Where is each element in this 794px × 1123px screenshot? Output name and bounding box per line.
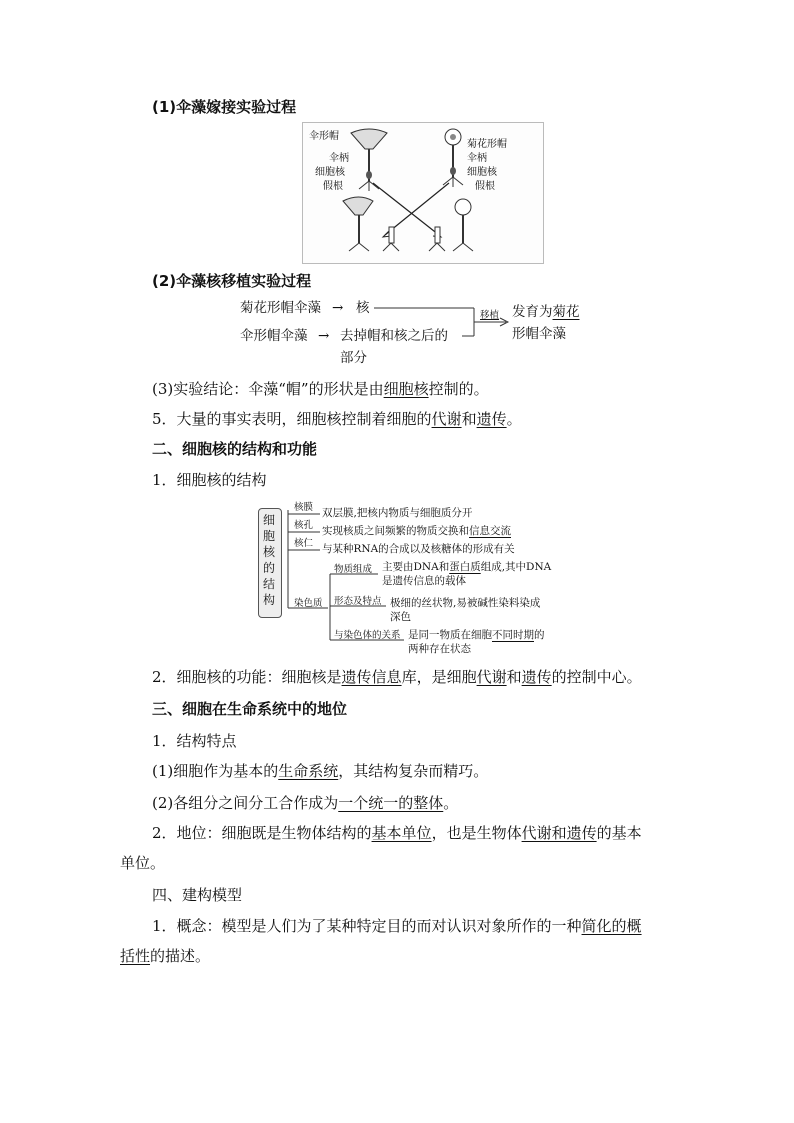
flow-transfer-label: 移植 — [480, 310, 500, 321]
tree-comp-text1 — [382, 560, 551, 574]
tree-form-text2: 深色 — [390, 611, 411, 623]
item-5-post: 。 — [506, 410, 522, 428]
conclusion — [152, 378, 489, 400]
tree-membrane-text: 双层膜,把核内物质与细胞质分开 — [322, 507, 473, 519]
h31a-post: ，其结构复杂而精巧。 — [338, 762, 489, 780]
right-nucleus-label: 细胞核 — [467, 167, 497, 178]
conclusion-pre: (3)实验结论：伞藻“帽”的形状是由 — [152, 380, 384, 398]
nf-pre: 2．细胞核的功能：细胞核是 — [152, 668, 342, 686]
h31b-u: 一个统一的整体 — [338, 794, 444, 812]
h41-pre: 1．概念：模型是人们为了某种特定目的而对认识对象所作的一种 — [152, 917, 582, 935]
tree-nucleolus-text: 与某种RNA的合成以及核糖体的形成有关 — [322, 543, 515, 555]
graft-diagram — [302, 122, 544, 264]
tree-root-char: 构 — [263, 593, 276, 607]
flow-result-b: 菊花 — [552, 304, 580, 320]
left-rhizoid-label: 假根 — [323, 181, 343, 192]
heading-3-2-cont: 单位。 — [120, 854, 166, 872]
tree-rel-key: 与染色体的关系 — [334, 630, 401, 641]
flow-result-a: 发育为 — [512, 304, 553, 320]
flow-row1-b: 核 — [356, 300, 370, 316]
flow-row2-c: 部分 — [340, 350, 367, 366]
right-stalk-label: 伞柄 — [467, 153, 487, 164]
nf-u2: 代谢 — [476, 668, 507, 686]
flow-row1-arrow: → — [332, 300, 344, 316]
section-title-graft: (1)伞藻嫁接实验过程 — [152, 98, 297, 116]
h32-post: 的基本 — [596, 824, 642, 842]
flow-result — [512, 302, 580, 322]
h32-u2: 代谢和遗传 — [521, 824, 597, 842]
item-5-u1: 代谢 — [431, 410, 462, 428]
tree-pore-t1: 实现核质之间频繁的物质交换和 — [322, 525, 469, 537]
section-title-transplant: (2)伞藻核移植实验过程 — [152, 272, 312, 290]
item-5-u2: 遗传 — [476, 410, 507, 428]
tree-chromatin-key: 染色质 — [294, 598, 323, 609]
tree-root-char: 的 — [263, 561, 276, 575]
tree-comp-key: 物质组成 — [334, 564, 373, 575]
nf-mid1: 库，是细胞 — [401, 668, 477, 686]
heading-4: 四、建构模型 — [152, 886, 243, 904]
heading-4-1-cont — [120, 945, 210, 967]
item-5 — [152, 408, 522, 430]
tree-rel-t1b: 的 — [534, 629, 545, 641]
flow-row2-b: 去掉帽和核之后的 — [340, 328, 448, 344]
h41-u2: 括性 — [120, 947, 151, 965]
tree-rel-text1 — [408, 628, 545, 642]
tree-comp-t1b: 组成,其中DNA — [480, 561, 552, 573]
h41-u: 简化的概 — [581, 917, 642, 935]
graft-diagram-drawing — [303, 123, 543, 263]
flow-row2-arrow: → — [318, 328, 330, 344]
tree-rel-t1u: 不同时期 — [492, 629, 534, 641]
heading-3-2 — [152, 822, 642, 844]
left-stalk-label: 伞柄 — [329, 153, 349, 164]
tree-root-char: 胞 — [263, 529, 276, 543]
tree-comp-t1a: 主要由DNA和 — [382, 561, 450, 573]
tree-root-char: 细 — [263, 513, 276, 527]
tree-membrane-key: 核膜 — [294, 502, 314, 513]
heading-3: 三、细胞在生命系统中的地位 — [152, 700, 348, 718]
tree-pore-text — [322, 524, 511, 538]
heading-3-1a — [152, 760, 488, 782]
conclusion-u: 细胞核 — [383, 380, 429, 398]
tree-root-char: 结 — [263, 577, 276, 591]
right-rhizoid-label: 假根 — [475, 181, 495, 192]
tree-form-key: 形态及特点 — [334, 596, 382, 607]
conclusion-post: 控制的。 — [428, 380, 489, 398]
tree-rel-text2: 两种存在状态 — [408, 643, 471, 655]
tree-nucleolus-key: 核仁 — [294, 538, 314, 549]
nf-u3: 遗传 — [521, 668, 552, 686]
flow-result-c: 形帽伞藻 — [512, 326, 566, 342]
heading-2: 二、细胞核的结构和功能 — [152, 440, 318, 458]
tree-comp-t1u: 蛋白质 — [449, 561, 481, 573]
h41-post: 的描述。 — [150, 947, 211, 965]
heading-4-1 — [152, 915, 642, 937]
h31b-post: 。 — [443, 794, 459, 812]
heading-2-1: 1．细胞核的结构 — [152, 471, 267, 489]
nf-post: 的控制中心。 — [551, 668, 642, 686]
tree-pore-key: 核孔 — [294, 520, 314, 531]
right-cap-label: 菊花形帽 — [467, 139, 507, 150]
item-5-pre: 5．大量的事实表明，细胞核控制着细胞的 — [152, 410, 432, 428]
h31b-pre: (2)各组分之间分工合作成为 — [152, 794, 339, 812]
h32-mid: ，也是生物体 — [431, 824, 522, 842]
h31a-pre: (1)细胞作为基本的 — [152, 762, 279, 780]
h32-u1: 基本单位 — [371, 824, 432, 842]
tree-root-char: 核 — [263, 545, 276, 559]
heading-3-1: 1．结构特点 — [152, 732, 237, 750]
item-5-mid: 和 — [461, 410, 477, 428]
transplant-flow — [240, 296, 600, 368]
h32-pre: 2．地位：细胞既是生物体结构的 — [152, 824, 372, 842]
tree-comp-text2: 是遗传信息的载体 — [382, 575, 466, 587]
tree-form-text1: 极细的丝状物,易被碱性染料染成 — [390, 597, 541, 609]
h31a-u: 生命系统 — [278, 762, 339, 780]
nucleus-function — [152, 666, 642, 688]
left-cap-label: 伞形帽 — [309, 131, 339, 142]
heading-3-1b — [152, 792, 458, 814]
left-nucleus-label: 细胞核 — [315, 167, 345, 178]
nucleus-tree — [258, 500, 578, 660]
tree-rel-t1a: 是同一物质在细胞 — [408, 629, 492, 641]
nf-mid2: 和 — [506, 668, 522, 686]
flow-row1-a: 菊花形帽伞藻 — [240, 300, 321, 316]
nf-u1: 遗传信息 — [341, 668, 402, 686]
tree-pore-u: 信息交流 — [469, 525, 511, 537]
flow-row2-a: 伞形帽伞藻 — [240, 328, 308, 344]
